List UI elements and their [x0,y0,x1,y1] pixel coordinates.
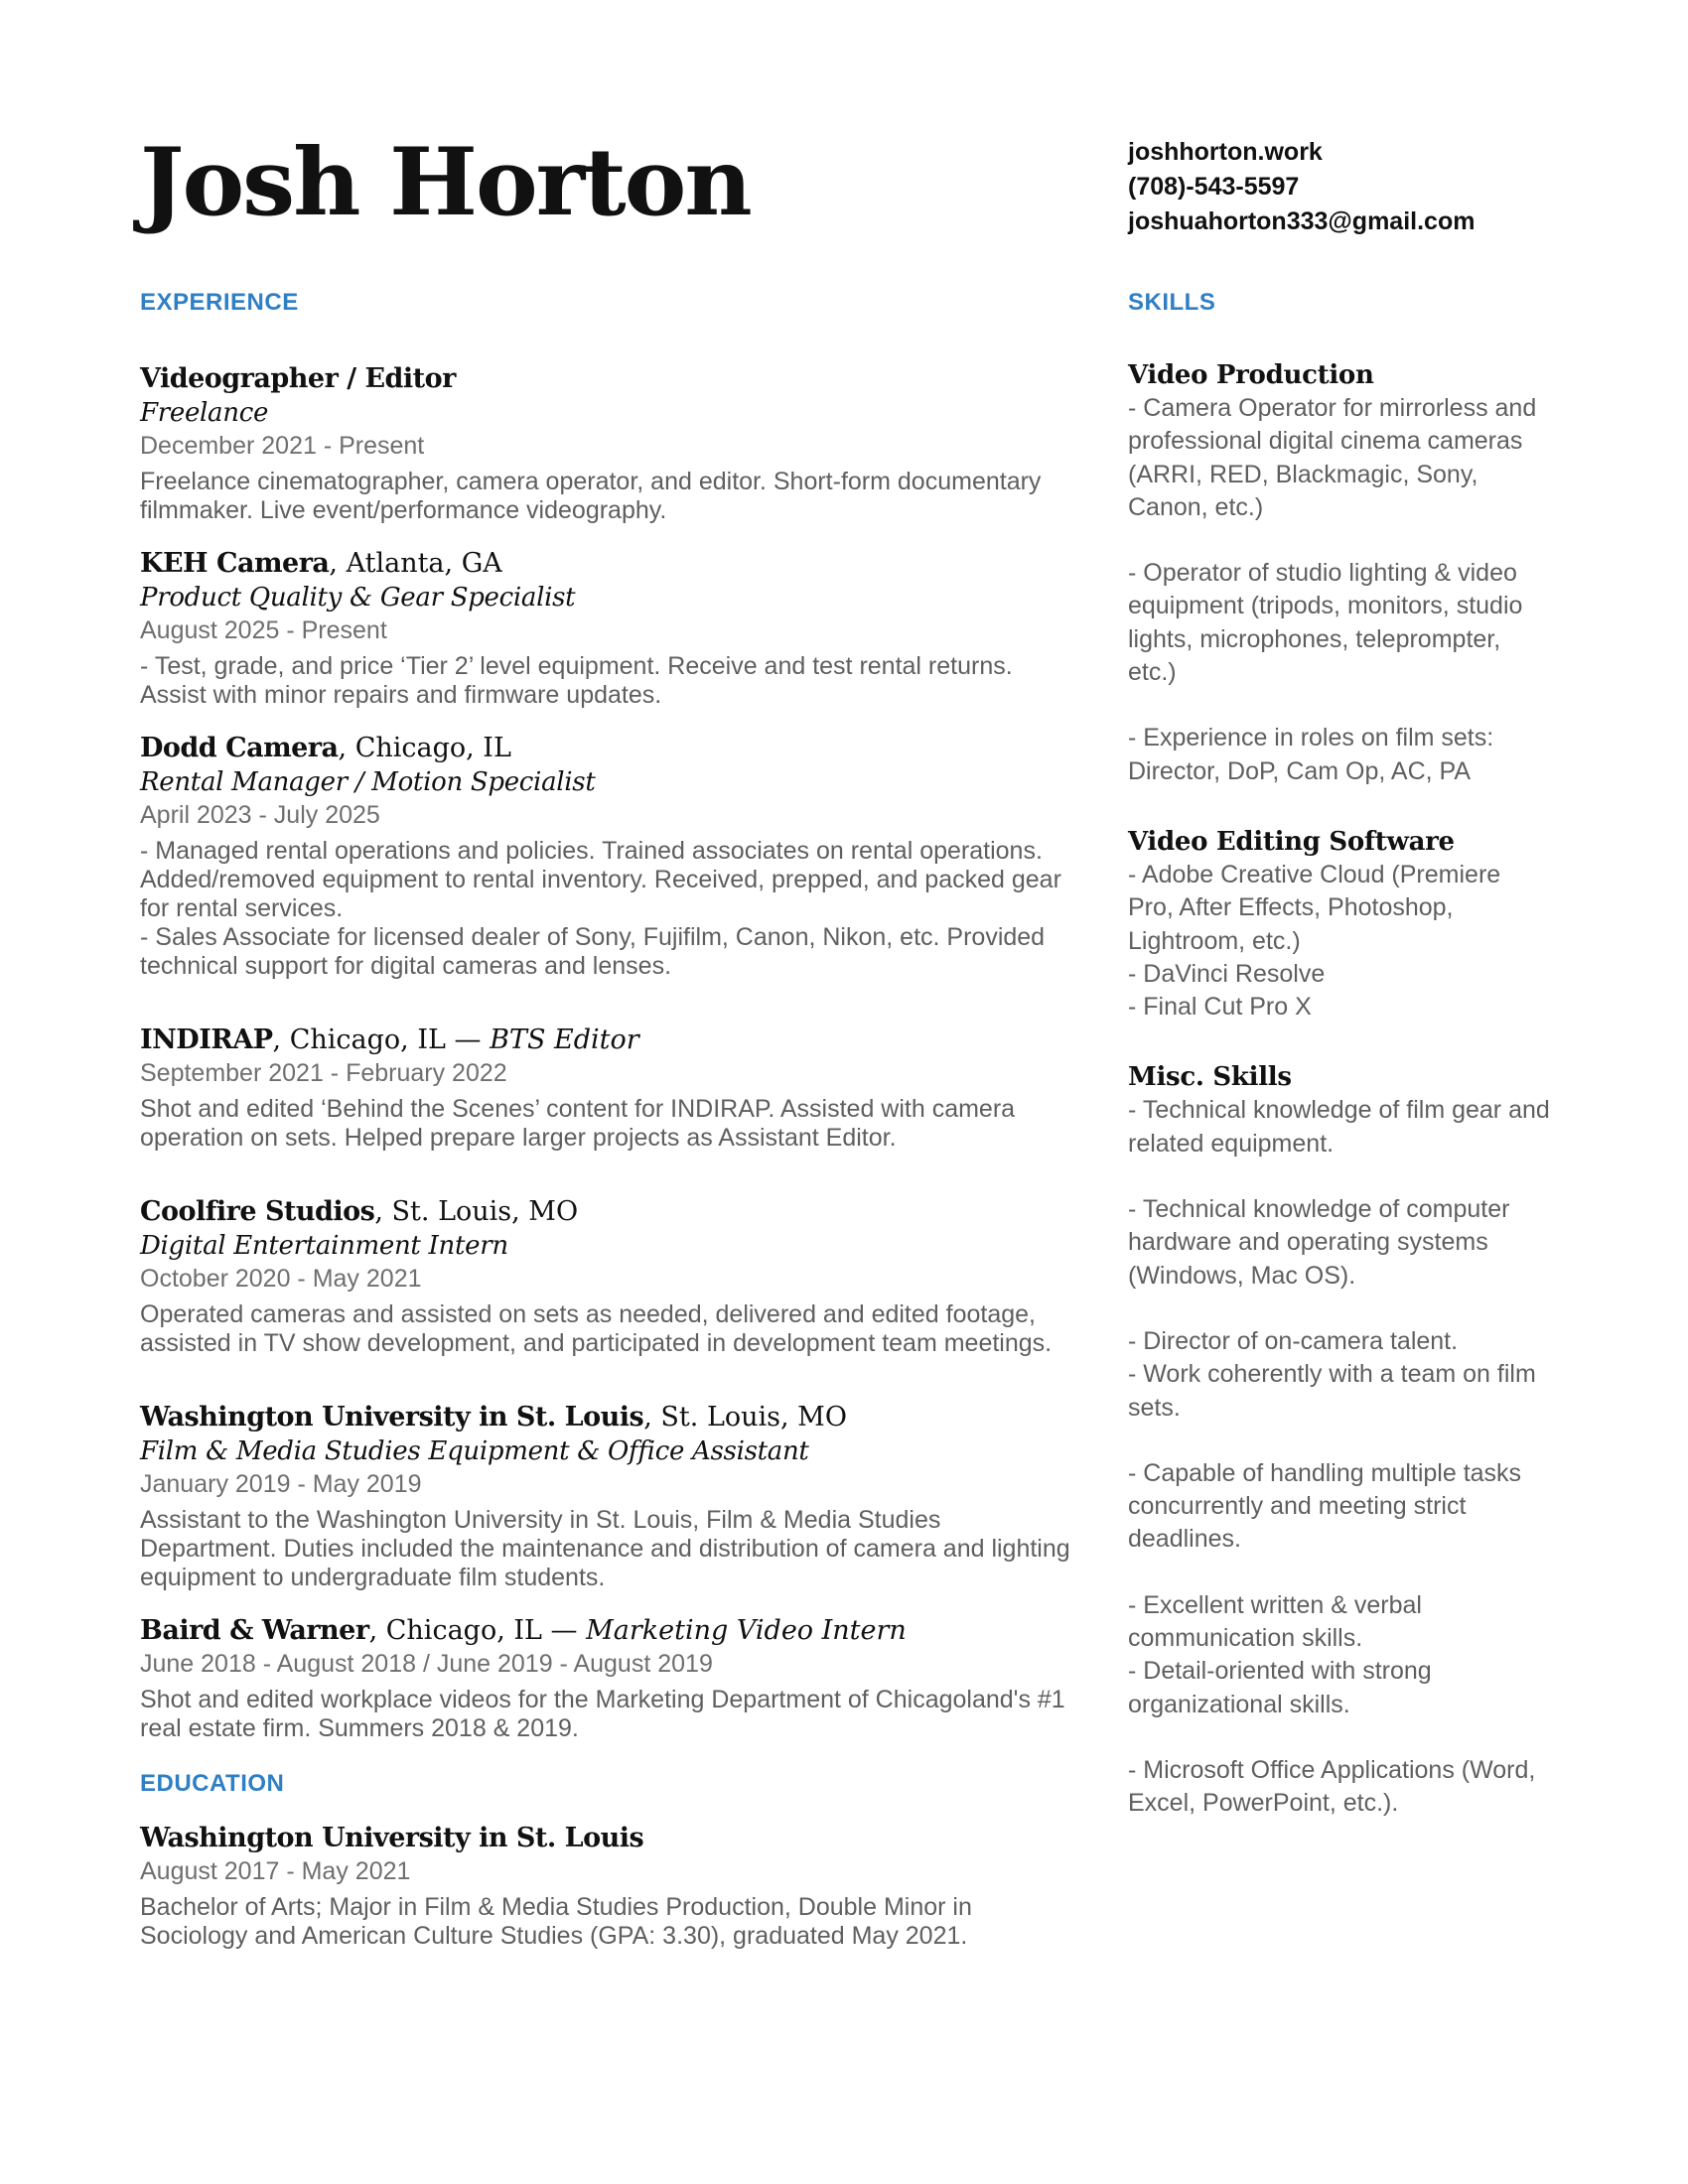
entry-role: Freelance [140,398,269,428]
entry-dates: September 2021 - February 2022 [140,1059,507,1087]
skill-item: - Director of on-camera talent. [1128,1326,1459,1355]
entry-title [140,546,1073,581]
skill-group [1128,358,1550,788]
skill-lines [1128,392,1550,788]
skills-list [1128,358,1550,1821]
entry-org: INDIRAP [140,1024,273,1055]
skills-heading: SKILLS [1128,289,1216,316]
entry-org: Washington University in St. Louis [140,1823,644,1853]
entry-location: , Chicago, IL [272,1024,446,1055]
skill-item: - Camera Operator for mirrorless and professional digital cinema cameras (ARRI, RED, Blackmagic, Sony, Canon, etc.) [1128,394,1537,521]
skill-item: - Technical knowledge of computer hardware and operating systems (Windows, Mac OS). [1128,1195,1510,1290]
skill-item: - Final Cut Pro X [1128,993,1312,1022]
experience-entry-baird-warner [140,1613,1073,1743]
entry-title [140,1613,1073,1648]
skill-item: - Adobe Creative Cloud (Premiere Pro, After Effects, Photoshop, Lightroom, etc.) [1128,860,1501,955]
entry-role: Product Quality & Gear Specialist [140,583,576,613]
skill-group [1128,825,1550,1024]
entry-inline-role: Marketing Video Intern [586,1615,907,1646]
experience-entry-coolfire [140,1194,1073,1358]
entry-org: Dodd Camera [140,733,339,763]
entry-dates: December 2021 - Present [140,432,425,460]
entry-description [140,1893,1073,1951]
entry-title [140,1023,1073,1057]
experience-heading: EXPERIENCE [140,289,299,316]
email-link[interactable]: joshuahorton333@gmail.com [1128,207,1476,235]
skill-item: - Excellent written & verbal communication skills. [1128,1590,1422,1653]
website-link[interactable]: joshhorton.work [1128,138,1323,166]
skill-lines [1128,859,1550,1024]
phone-number: (708)-543-5597 [1128,173,1300,201]
skill-item: - Work coherently with a team on film sets. [1128,1360,1536,1422]
entry-role: Digital Entertainment Intern [140,1231,508,1261]
entry-description [140,1095,1073,1153]
education-entry [140,1821,1073,1951]
skill-group-title: Misc. Skills [1128,1062,1292,1093]
skill-spacer [1128,689,1550,722]
entry-title [140,731,1073,765]
entry-title [140,1821,1073,1855]
candidate-name: Josh Horton [140,128,751,237]
entry-org: KEH Camera [140,548,330,579]
skill-group-title: Video Editing Software [1128,826,1455,857]
skill-item: - Microsoft Office Applications (Word, Excel, PowerPoint, etc.). [1128,1755,1536,1818]
entry-dates: August 2017 - May 2021 [140,1857,411,1885]
skill-item: - Experience in roles on film sets: Director, DoP, Cam Op, AC, PA [1128,724,1494,785]
experience-entry-indirap [140,1023,1073,1153]
skill-lines [1128,1094,1550,1820]
education-heading: EDUCATION [140,1770,285,1797]
entry-description-line: Assistant to the Washington University in St. Louis, Film & Media Studies Department. Duties included the maintenance and distribution of camera and lighting equipment to undergraduate film students. [140,1506,1070,1591]
skill-item: - Detail-oriented with strong organizational skills. [1128,1657,1432,1718]
entry-role: Rental Manager / Motion Specialist [140,767,596,797]
entry-location: , St. Louis, MO [374,1196,579,1227]
entry-description [140,1686,1073,1743]
right-column [1128,288,1550,1821]
entry-separator: — [445,1024,491,1055]
entry-title [140,1400,1073,1434]
entry-description [140,468,1073,525]
entry-inline-role: BTS Editor [490,1024,639,1055]
skill-spacer [1128,1160,1550,1193]
entry-location: , St. Louis, MO [643,1402,847,1433]
entry-description-line: Shot and edited ‘Behind the Scenes’ content for INDIRAP. Assisted with camera operation on sets. Helped prepare larger projects as Assistant Editor. [140,1095,1016,1152]
entry-description-line: - Test, grade, and price ‘Tier 2’ level equipment. Receive and test rental returns. Assist with minor repairs and firmware updates. [140,652,1013,709]
experience-entry-dodd-camera [140,731,1073,981]
entry-role: Film & Media Studies Equipment & Office Assistant [140,1436,809,1466]
entry-dates: October 2020 - May 2021 [140,1265,422,1293]
entry-description-line: - Managed rental operations and policies. Trained associates on rental operations. Added/removed equipment to rental inventory. Received, prepped, and packed gear for rental services. [140,837,1061,922]
entry-description-line: Bachelor of Arts; Major in Film & Media Studies Production, Double Minor in Sociology and American Culture Studies (GPA: 3.30), graduated May 2021. [140,1893,972,1950]
entry-org: Baird & Warner [140,1615,369,1646]
entry-separator: — [541,1615,587,1646]
skill-group [1128,1060,1550,1820]
entry-description [140,1300,1073,1358]
skill-spacer [1128,1557,1550,1589]
entry-dates: April 2023 - July 2025 [140,801,380,829]
left-column [140,288,1073,1951]
skill-group-title: Video Production [1128,360,1374,390]
entry-location: , Chicago, IL [368,1615,542,1646]
entry-description-line: Operated cameras and assisted on sets as needed, delivered and edited footage, assisted in TV show development, and participated in development team meetings. [140,1300,1053,1357]
entry-description-line: Freelance cinematographer, camera operator, and editor. Short-form documentary filmmaker. Live event/performance videography. [140,468,1042,524]
entry-description [140,837,1073,981]
experience-entry-freelance [140,361,1073,525]
experience-entry-keh-camera [140,546,1073,710]
skill-spacer [1128,524,1550,557]
skill-spacer [1128,1293,1550,1325]
contact-block [1128,135,1664,239]
entry-dates: August 2025 - Present [140,616,387,644]
entry-dates: January 2019 - May 2019 [140,1470,422,1498]
entry-location: , Chicago, IL [338,733,511,763]
entry-dates: June 2018 - August 2018 / June 2019 - August 2019 [140,1650,713,1678]
skill-spacer [1128,1425,1550,1457]
skill-spacer [1128,1721,1550,1754]
entry-description [140,652,1073,710]
entry-title [140,1194,1073,1229]
entry-org: Videographer / Editor [140,363,456,394]
skill-item: - Capable of handling multiple tasks concurrently and meeting strict deadlines. [1128,1458,1522,1554]
entry-description-line: - Sales Associate for licensed dealer of Sony, Fujifilm, Canon, Nikon, etc. Provided technical support for digital cameras and lenses. [140,923,1046,980]
skill-item: - DaVinci Resolve [1128,959,1326,988]
entry-location: , Atlanta, GA [329,548,502,579]
entry-org: Washington University in St. Louis [140,1402,644,1433]
skill-item: - Technical knowledge of film gear and related equipment. [1128,1096,1550,1158]
skill-item: - Operator of studio lighting & video equipment (tripods, monitors, studio lights, microphones, teleprompter, etc.) [1128,559,1523,687]
entry-org: Coolfire Studios [140,1196,375,1227]
entry-description [140,1506,1073,1592]
experience-entry-washu [140,1400,1073,1592]
entry-title [140,361,1073,396]
entry-description-line: Shot and edited workplace videos for the Marketing Department of Chicagoland's #1 real estate firm. Summers 2018 & 2019. [140,1686,1065,1742]
